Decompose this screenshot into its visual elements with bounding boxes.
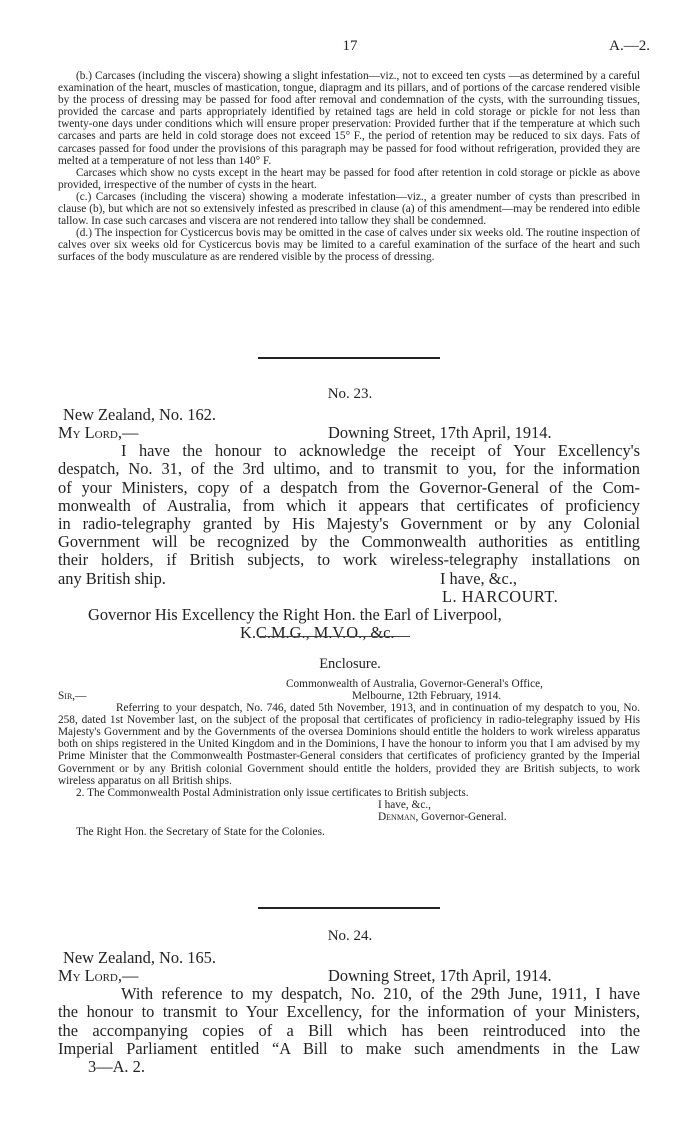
salutation: My Lord,— bbox=[58, 966, 139, 986]
enclosure-title: Enclosure. bbox=[319, 656, 381, 672]
enclosure-closing: I have, &c., bbox=[378, 798, 432, 811]
despatch-24 bbox=[58, 949, 658, 1076]
despatch-24-heading bbox=[58, 967, 658, 985]
despatch-23-closing-line: any British ship. I have, &c., bbox=[58, 568, 517, 588]
clause-c: (c.) Carcases (including the viscera) showing a moderate infestation—viz., a greater number of cysts than prescribed in clause (b), but which are not so extensively infested as prescribed in clause (a) of this amendment—may be rendered into edible tallow. In case such carcases and viscera are not rendered into tallow they shall be condemned. bbox=[58, 190, 640, 228]
despatch-24-body: With reference to my despatch, No. 210, of the 29th June, 1911, I have the honour to transmit to Your Excellency, for the information of your Ministers, the accompanying copies of a Bill which has been reintroduced into the Imperial Parliament entitled “A Bill to make such amendments in the Law bbox=[58, 984, 640, 1058]
enclosure-salutation: Sir,— bbox=[58, 690, 87, 703]
enclosure-divider bbox=[258, 636, 410, 637]
despatch-23-body: I have the honour to acknowledge the receipt of Your Excellency's despatch, No. 31, of the 3rd ultimo, and to transmit to you, for the information of your Ministers, copy of a despatch from the Governor-General of the Com- monwealth of Australia, from which it appears that certificates of proficiency in radio-telegraphy granted by His Majesty's Government or by any Colonial Government will be recognized by the Commonwealth authorities as entitling their holders, if British subjects, to work wireless-telegraphy installations on bbox=[58, 441, 640, 570]
despatch-number-24: No. 24. bbox=[327, 928, 373, 944]
regulation-clauses bbox=[58, 70, 640, 264]
section-divider bbox=[258, 357, 440, 359]
enclosure-letter bbox=[58, 678, 640, 838]
despatch-number-23: No. 23. bbox=[327, 386, 373, 402]
signature: L. HARCOURT. bbox=[442, 586, 559, 606]
enclosure-place-date: Melbourne, 12th February, 1914. bbox=[352, 690, 502, 703]
addressee-line2: K.C.M.G., M.V.O., &c. bbox=[240, 622, 395, 642]
clause-b-note: Carcases which show no cysts except in the heart may be passed for food after retention in cold storage or pickle as above provided, irrespective of the number of cysts in the heart. bbox=[58, 166, 640, 191]
closing: I have, &c., bbox=[440, 568, 517, 588]
despatch-23 bbox=[58, 406, 658, 642]
document-reference: A.—2. bbox=[609, 38, 650, 54]
address-date: Downing Street, 17th April, 1914. bbox=[328, 966, 552, 986]
page-signature-mark: 3—A. 2. bbox=[88, 1057, 145, 1077]
page-number: 17 bbox=[342, 38, 358, 54]
enclosure-paragraph-2: 2. The Commonwealth Postal Administration only issue certificates to British subjects. bbox=[76, 786, 469, 799]
despatch-23-ref: New Zealand, No. 162. bbox=[63, 405, 216, 424]
enclosure-signature: Denman, Governor-General. bbox=[378, 810, 507, 823]
addressee-line1: Governor His Excellency the Right Hon. the Earl of Liverpool, bbox=[88, 604, 502, 624]
clause-b: (b.) Carcases (including the viscera) showing a slight infestation—viz., not to exceed ten cysts —as determined by a careful examination of the heart, muscles of mastication, tongue, diapragm and its pillars, and of portions of the carcase rendered visible by the process of dressing may be passed for food after removal and condemnation of the cysts, with the surrounding tissues, provided the carcase and parts appropriately identified by retained tags are held in cold storage or pickle for not less than twenty-one days under conditions which will ensure proper preservation: Provided further that if the temperature at which such carcases and parts are held in cold storage does not exceed 15° F., the period of retention may be reduced to six days. Fats of carcases passed for food under the provisions of this paragraph may be passed for food without refrigeration, provided they are melted at a temperature of not less than 140° F. bbox=[58, 70, 640, 167]
clause-d: (d.) The inspection for Cysticercus bovis may be omitted in the case of calves under six weeks old. The routine inspection of calves over six weeks old for Cysticercus bovis may be limited to a careful examination of the surface of the heart and such surfaces of the body musculature as are rendered visible by the process of dressing. bbox=[58, 227, 640, 264]
enclosure-addressee: The Right Hon. the Secretary of State for the Colonies. bbox=[76, 826, 325, 839]
salutation: My Lord,— bbox=[58, 423, 139, 443]
page-header bbox=[0, 38, 700, 60]
address-date: Downing Street, 17th April, 1914. bbox=[328, 423, 552, 443]
enclosure-office: Commonwealth of Australia, Governor-General's Office, bbox=[286, 678, 543, 690]
despatch-23-heading bbox=[58, 424, 658, 442]
section-divider-2 bbox=[258, 907, 440, 909]
despatch-24-ref: New Zealand, No. 165. bbox=[63, 948, 216, 967]
enclosure-paragraph-1: Referring to your despatch, No. 746, dated 5th November, 1913, and in continuation of my despatch to you, No. 258, dated 1st November last, on the subject of the proposal that certificates of proficiency in radio-telegraphy issued by His Majesty's Government and by the Governments of the oversea Dominions should entitle the holders to work wireless apparatus both on ships registered in the United Kingdom and in the Dominions, I have the honour to inform you that I am advised by my Prime Minister that the Commonwealth Postmaster-General considers that certificates of proficiency granted by the Imperial Government or by any British colonial Government should entitle the holders, provided they are British subjects, to work wireless apparatus on all British ships. bbox=[58, 702, 640, 787]
